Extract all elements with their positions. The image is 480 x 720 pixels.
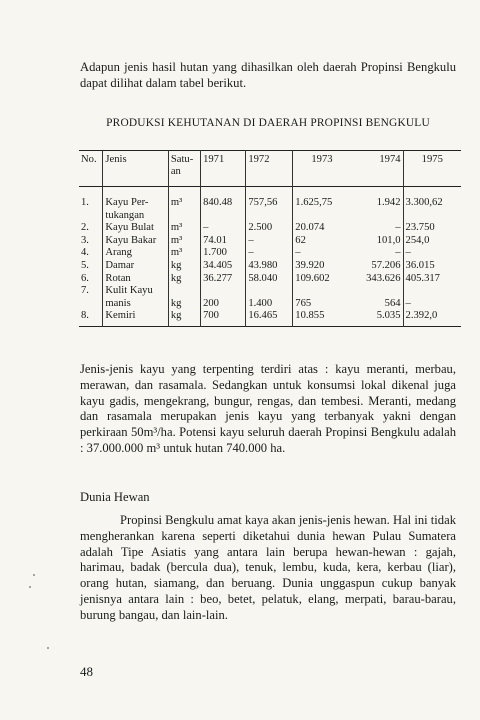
cell-no (79, 298, 103, 311)
table-row (79, 235, 461, 248)
cell-y1975 (403, 210, 461, 223)
cell-jenis: Kemiri (103, 310, 168, 326)
cell-y1973: – (293, 247, 351, 260)
cell-y1973: 1.625,75 (293, 187, 351, 210)
cell-y1974: 57.206 (371, 259, 401, 271)
table-header-row (79, 151, 461, 187)
header-no: No. (81, 154, 97, 165)
cell-y1972 (246, 285, 293, 298)
cell-no: 8. (81, 310, 89, 322)
table-row (79, 222, 461, 235)
table-row (79, 260, 461, 273)
cell-y1974 (351, 285, 403, 298)
cell-no: 6. (81, 272, 89, 284)
cell-satuan: kg (168, 310, 200, 326)
header-1974: 1974 (379, 154, 401, 165)
cell-jenis: Kayu Bulat (103, 222, 168, 235)
header-satuan: Satu- an (168, 151, 200, 187)
header-1973: 1973 (293, 151, 351, 187)
cell-y1971 (201, 285, 246, 298)
cell-y1971: 200 (201, 298, 246, 311)
cell-no: 5. (81, 259, 89, 271)
cell-no (79, 210, 103, 223)
cell-y1974 (351, 210, 403, 223)
cell-jenis: tukangan (103, 210, 168, 223)
cell-satuan (168, 210, 200, 223)
cell-satuan: kg (168, 298, 200, 311)
cell-satuan: kg (168, 273, 200, 286)
header-jenis: Jenis (103, 151, 168, 187)
cell-y1972: – (246, 247, 293, 260)
cell-y1975: 23.750 (403, 222, 461, 235)
table-row (79, 210, 461, 223)
table-row (79, 298, 461, 311)
cell-y1975: 36.015 (403, 260, 461, 273)
cell-y1974: – (395, 247, 401, 259)
table-row (79, 273, 461, 286)
scan-speck (47, 647, 49, 649)
cell-satuan: kg (168, 260, 200, 273)
cell-no: 3. (81, 234, 89, 246)
cell-jenis: Damar (103, 260, 168, 273)
cell-y1973: 20.074 (293, 222, 351, 235)
cell-y1975: – (403, 298, 461, 311)
cell-y1971: 700 (201, 310, 246, 326)
cell-y1971: 74.01 (201, 235, 246, 248)
cell-y1973: 39.920 (293, 260, 351, 273)
production-table (79, 150, 461, 327)
cell-y1975: 2.392,0 (403, 310, 461, 326)
cell-no: 7. (81, 285, 89, 297)
cell-satuan: m³ (168, 235, 200, 248)
cell-y1972: 58.040 (246, 273, 293, 286)
cell-jenis: Kulit Kayu (103, 285, 168, 298)
intro-paragraph: Adapun jenis hasil hutan yang dihasilkan oleh daerah Propinsi Bengkulu dapat dilihat dalam tabel berikut. (80, 60, 456, 90)
cell-y1973: 765 (293, 298, 351, 311)
cell-no: 4. (81, 247, 89, 259)
cell-y1975: 254,0 (403, 235, 461, 248)
cell-y1973 (293, 210, 351, 223)
cell-y1974: 5.035 (376, 310, 401, 322)
cell-y1973: 109.602 (293, 273, 351, 286)
cell-satuan: m³ (168, 187, 200, 210)
fauna-paragraph: Propinsi Bengkulu amat kaya akan jenis-jenis hewan. Hal ini tidak mengherankan karena seperti diketahui dunia hewan Pulau Sumatera adalah Tipe Asiatis yang antara lain berupa hewan-hewan : gajah, harimau, badak (bercula dua), tenuk, lembu, kuda, kera, kerbau (liar), orang hutan, siamang, dan beruang. Dunia unggaspun cukup banyak jenisnya antara lain : beo, betet, pelatuk, elang, merpati, barau-barau, burung bangau, dan lain-lain. (80, 513, 456, 622)
table-title: PRODUKSI KEHUTANAN DI DAERAH PROPINSI BENGKULU (106, 117, 430, 129)
table-row (79, 247, 461, 260)
header-1975: 1975 (403, 151, 461, 187)
cell-y1973 (293, 285, 351, 298)
cell-jenis: Arang (103, 247, 168, 260)
cell-no: 2. (81, 222, 89, 234)
cell-y1972: 757,56 (246, 187, 293, 210)
cell-y1974: 101,0 (376, 234, 401, 246)
cell-y1975: 3.300,62 (403, 187, 461, 210)
cell-satuan: m³ (168, 247, 200, 260)
cell-jenis: manis (103, 298, 168, 311)
cell-satuan (168, 285, 200, 298)
cell-y1972: 1.400 (246, 298, 293, 311)
cell-y1971: 36.277 (201, 273, 246, 286)
cell-y1972 (246, 210, 293, 223)
cell-y1972: 16.465 (246, 310, 293, 326)
cell-satuan: m³ (168, 222, 200, 235)
cell-y1971: 1.700 (201, 247, 246, 260)
cell-y1971 (201, 210, 246, 223)
cell-y1974: 1.942 (376, 197, 401, 208)
cell-jenis: Rotan (103, 273, 168, 286)
table-row (79, 187, 461, 210)
table-row (79, 310, 461, 326)
scan-speck (29, 586, 31, 588)
cell-y1974: 343.626 (366, 272, 401, 284)
cell-y1972: 2.500 (246, 222, 293, 235)
header-1972: 1972 (246, 151, 293, 187)
section-heading: Dunia Hewan (80, 490, 150, 504)
cell-y1972: – (246, 235, 293, 248)
table-row (79, 285, 461, 298)
cell-y1971: 840.48 (201, 187, 246, 210)
page-number: 48 (80, 664, 93, 679)
cell-no: 1. (81, 197, 89, 208)
cell-y1974: – (395, 222, 401, 234)
cell-y1975: – (403, 247, 461, 260)
cell-y1973: 62 (293, 235, 351, 248)
cell-y1974: 564 (384, 297, 401, 309)
cell-y1975: 405.317 (403, 273, 461, 286)
cell-y1975 (403, 285, 461, 298)
cell-y1972: 43.980 (246, 260, 293, 273)
forest-paragraph: Jenis-jenis kayu yang terpenting terdiri atas : kayu meranti, merbau, merawan, dan rasamala. Sedangkan untuk konsumsi lokal dikenal juga kayu gadis, mengekrang, bungur, rengas, dan tembesi. Meranti, medang dan rasamala merupakan jenis kayu yang terbanyak yakni dengan perkiraan 50m³/ha. Potensi kayu seluruh daerah Propinsi Bengkulu adalah : 37.000.000 m³ untuk hutan 740.000 ha. (80, 362, 456, 455)
cell-jenis: Kayu Bakar (103, 235, 168, 248)
cell-y1973: 10.855 (293, 310, 351, 326)
table-body (79, 187, 461, 327)
cell-y1971: 34.405 (201, 260, 246, 273)
scan-speck (33, 574, 35, 576)
cell-y1971: – (201, 222, 246, 235)
cell-jenis: Kayu Per- (103, 187, 168, 210)
header-1971: 1971 (201, 151, 246, 187)
